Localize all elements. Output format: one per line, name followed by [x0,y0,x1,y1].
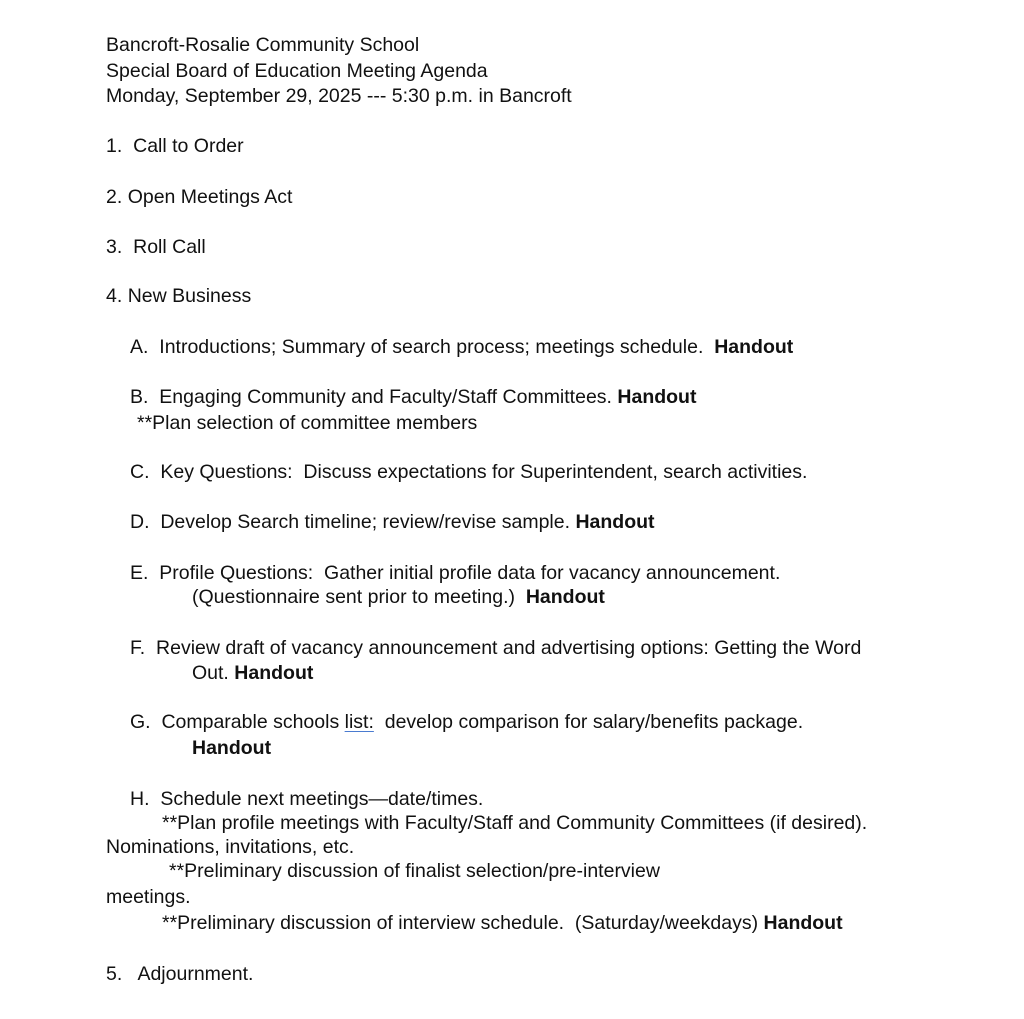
sub-text: Profile Questions: Gather initial profile data for vacancy announcement. [159,562,781,584]
item-number: 5. [106,963,123,985]
sub-text-post: develop comparison for salary/benefits package. [384,711,804,733]
sub-letter: F. [130,637,146,659]
sub-item-c [130,460,807,484]
sub-item-b [130,385,696,409]
handout-label: Handout [234,662,314,684]
handout-label: Handout [617,386,697,408]
sub-item-h-note-3 [162,911,843,935]
sub-text: Engaging Community and Faculty/Staff Committees. [159,386,612,408]
sub-text: Review draft of vacancy announcement and advertising options: Getting the Word [156,637,862,659]
sub-text-cont: (Questionnaire sent prior to meeting.) [192,586,515,608]
item-number: 2. [106,186,123,208]
sub-item-e [130,561,780,585]
sub-text: Key Questions: Discuss expectations for Superintendent, search activities. [160,461,808,483]
sub-letter: B. [130,386,149,408]
meeting-date-line: Monday, September 29, 2025 --- 5:30 p.m. in Bancroft [106,85,572,107]
item-number: 3. [106,236,123,258]
sub-item-e-cont [192,585,605,609]
sub-item-d [130,510,655,534]
sub-letter: C. [130,461,150,483]
agenda-item-5 [106,962,253,986]
agenda-title: Special Board of Education Meeting Agenda [106,60,488,82]
sub-text: Introductions; Summary of search process; meetings schedule. [159,336,704,358]
sub-letter: D. [130,511,150,533]
sub-letter: H. [130,788,150,810]
handout-label: Handout [192,737,272,759]
handout-label: Handout [763,912,843,934]
sub-item-h-note-2-cont: meetings. [106,886,191,908]
item-label: Open Meetings Act [127,186,293,208]
agenda-item-2 [106,185,292,209]
item-label: New Business [127,285,252,307]
handout-label: Handout [525,586,605,608]
agenda-item-4 [106,284,251,308]
sub-letter: G. [130,711,151,733]
sub-item-h-note-1-cont: Nominations, invitations, etc. [106,836,355,858]
sub-text: Comparable schools [161,711,340,733]
sub-text: Schedule next meetings—date/times. [160,788,484,810]
sub-item-g [130,710,803,734]
sub-item-h [130,787,483,811]
note-text: **Preliminary discussion of interview schedule. (Saturday/weekdays) [162,912,759,934]
handout-label: Handout [714,336,794,358]
agenda-item-1 [106,134,244,158]
sub-item-b-note: **Plan selection of committee members [137,412,478,434]
sub-text: Develop Search timeline; review/revise sample. [160,511,571,533]
agenda-item-3 [106,235,206,259]
sub-item-h-note-2: **Preliminary discussion of finalist selection/pre-interview [169,860,660,882]
sub-item-f [130,636,861,660]
sub-text-cont: Out. [192,662,229,684]
sub-item-f-cont [192,661,313,685]
sub-letter: E. [130,562,149,584]
item-number: 4. [106,285,123,307]
sub-letter: A. [130,336,149,358]
list-link[interactable]: list: [344,711,374,733]
item-number: 1. [106,135,123,157]
sub-item-h-note-1: **Plan profile meetings with Faculty/Staff and Community Committees (if desired). [162,812,868,834]
school-name: Bancroft-Rosalie Community School [106,34,420,56]
item-label: Roll Call [133,236,206,258]
item-label: Adjournment. [137,963,254,985]
item-label: Call to Order [133,135,244,157]
sub-item-a [130,335,793,359]
handout-label: Handout [575,511,655,533]
